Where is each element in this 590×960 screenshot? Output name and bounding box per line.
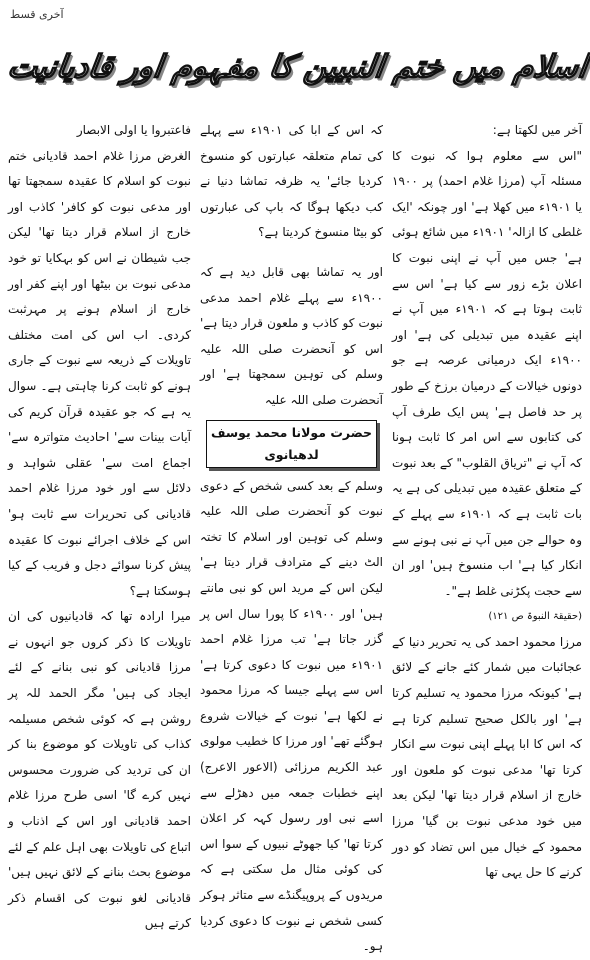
title-banner [5,38,590,96]
author-byline-box: حضرت مولانا محمد یوسف لدھیانوی [206,420,377,468]
column-left [8,118,191,931]
spacer [200,246,383,260]
quote-paragraph: "اس سے معلوم ہوا کہ نبوت کا مسئلہ آپ (مرزا غلام احمد) پر ۱۹۰۰ یا ۱۹۰۱ء میں کھلا ہے' اور چونکہ 'ایک غلطی کا ازالہ' ۱۹۰۱ء میں شائع ہوئی ہے' جس میں آپ نے اپنی نبوت کا اعلان بڑے زور سے کیا ہے' اس سے ثابت ہوتا ہے کہ ۱۹۰۱ء میں آپ نے اپنے عقیدہ میں تبدیلی کی ہے' اور ۱۹۰۰ء ایک درمیانی عرصہ ہے جو دونوں خیالات کے درمیان برزخ کے طور پر حد فاصل ہے' پس ایک طرف آپ کی کتابوں سے اس امر کا ثابت ہونا کہ آپ نے "تریاق القلوب" کے بعد نبوت کے متعلق عقیدہ میں تبدیلی کی ہے یہ بات ثابت ہے کہ ۱۹۰۱ء سے پہلے کے وہ حوالے جن میں آپ نے نبی ہونے سے انکار کیا ہے' اب منسوخ ہیں' اور ان سے حجت پکڑنی غلط ہے"۔ [392,148,583,598]
column-right [392,118,583,880]
paragraph: الغرض مرزا غلام احمد قادیانی ختم نبوت کو اسلام کا عقیدہ سمجھتا تھا اور مدعی نبوت کو کافر' کاذب اور خارج از اسلام قرار دیتا تھا' لیکن جب شیطان نے اس کو بہکایا تو خود مدعی نبوت بن بیٹھا اور اپنے کفر اور خارج از اسلام ہونے پر مہرثبت کردی۔ اب اس کی امت مختلف تاویلات کے ذریعہ سے نبوت کے جاری ہونے کو ثابت کرنا چاہتی ہے۔ سوال یہ ہے کہ جو عقیدہ قرآن کریم کی آیات بینات سے' احادیث متواترہ سے' اجماع امت سے' عقلی شواہد و دلائل سے اور خود مرزا غلام احمد قادیانی کی تحریرات سے ثابت ہو' اس کے خلاف اجرائے نبوت کا عقیدہ پیش کرنا سوائے دجل و فریب کے کیا ہوسکتا ہے؟ [8,148,191,598]
series-label: آخری قسط [10,8,64,21]
paragraph: مرزا محمود احمد کی یہ تحریر دنیا کے عجائبات میں شمار کئے جانے کے لائق ہے' کیونکہ مرزا محمود یہ تسلیم کرتا ہے' اور بالکل صحیح تسلیم کرتا ہے کہ اس کا ابا پہلے اپنی نبوت سے انکار کرتا تھا' مدعی نبوت کو ملعون اور خارج از اسلام قرار دیتا تھا' لیکن بعد میں خود مدعی نبوت بن گیا' مرزا محمود کے خیال میں اس تضاد کو دور کرنے کا حل یہی تھا [392,634,582,880]
paragraph: اور یہ تماشا بھی قابل دید ہے کہ ۱۹۰۰ء سے پہلے غلام احمد مدعی نبوت کو کاذب و ملعون قرار دیتا ہے' اس کو آنحضرت صلی اللہ علیہ وسلم کی توہین سمجھتا ہے' اور آنحضرت صلی اللہ علیہ [200,264,383,407]
paragraph: آخر میں لکھتا ہے: [492,123,582,137]
citation: (حقیقۃ النبوۃ ص ۱۲۱) [488,611,582,623]
column-middle [200,118,384,954]
article-title: اسلام میں ختم النبیین کا مفہوم اور قادیانیت [5,49,590,85]
paragraph: میرا ارادہ تھا کہ قادیانیوں کی ان تاویلات کا ذکر کروں جو انہوں نے مرزا قادیانی کو نبی بنانے کے لئے ایجاد کی ہیں' مگر الحمد للہ پر روشن ہے کہ کوئی شخص مسیلمہ کذاب کی تاویلات کو موضوع بنا کر ان کی تردید کی ضرورت محسوس نہیں کرے گا' اسی طرح مرزا غلام احمد قادیانی اور اس کے اذناب و اتباع کی تاویلات بھی اہل علم کے لئے موضوع بحث بنانے کے لائق نہیں ہیں' قادیانی لغو نبوت کی اقسام ذکر کرتے ہیں [8,609,191,931]
paragraph: کہ اس کے ابا کی ۱۹۰۱ء سے پہلے کی تمام متعلقہ عبارتوں کو منسوخ کردیا جائے' یہ ظرفہ تماشا دنیا نے کب دیکھا ہوگا کہ باپ کی عبارتوں کو بیٹا منسوخ کردیتا ہے؟ [200,123,383,240]
paragraph: وسلم کے بعد کسی شخص کے دعوی نبوت کو آنحضرت صلی اللہ علیہ وسلم کی توہین اور اسلام کا تختہ الٹ دینے کے مترادف قرار دیتا ہے' لیکن اس کے مرید اس کو نبی مانتے ہیں' اور ۱۹۰۰ء کا پورا سال اس پر گزر جاتا ہے' تب مرزا غلام احمد ۱۹۰۱ء میں نبوت کا دعوی کرتا ہے' اس سے پہلے جیسا کہ مرزا محمود نے لکھا ہے' نبوت کے خیالات شروع ہوگئے تھے' اور مرزا کا خطیب مولوی عبد الکریم مرزائی (الاعور الاعرج) اپنے خطبات جمعہ میں دھڑلے سے اسے نبی اور رسول کہہ کر اعلان کرتا تھا' کیا جھوٹے نبیوں کے سوا اس کی کوئی مثال مل سکتی ہے کہ مریدوں کے پروپیگنڈے سے متاثر ہوکر کسی شخص نے نبوت کا دعوی کردیا ہو۔ [200,478,384,954]
quote-heading: فاعتبروا یا اولی الابصار [76,123,191,137]
